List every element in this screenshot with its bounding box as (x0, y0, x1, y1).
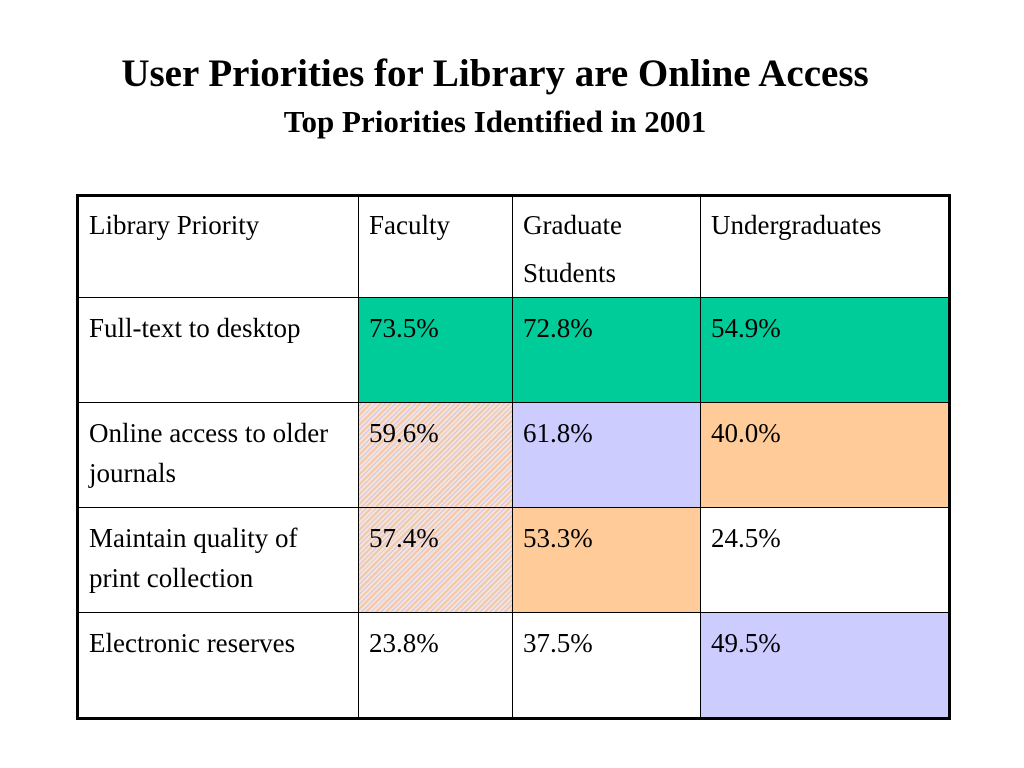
header-graduate-students: Graduate Students (513, 196, 701, 298)
priority-cell: Maintain quality of print collection (78, 508, 359, 613)
table-row (78, 298, 950, 403)
priority-cell: Full-text to desktop (78, 298, 359, 403)
undergraduate-cell: 24.5% (701, 508, 950, 613)
faculty-cell: 73.5% (359, 298, 513, 403)
graduate-cell: 53.3% (513, 508, 701, 613)
table-row (78, 403, 950, 508)
undergraduate-cell: 49.5% (701, 613, 950, 719)
priorities-table (76, 194, 951, 720)
graduate-cell: 72.8% (513, 298, 701, 403)
header-faculty: Faculty (359, 196, 513, 298)
graduate-cell: 37.5% (513, 613, 701, 719)
slide-title: User Priorities for Library are Online Access (121, 52, 869, 95)
table-row (78, 613, 950, 719)
undergraduate-cell: 40.0% (701, 403, 950, 508)
slide-subtitle: Top Priorities Identified in 2001 (283, 104, 707, 139)
faculty-cell: 23.8% (359, 613, 513, 719)
priority-cell: Electronic reserves (78, 613, 359, 719)
table-row (78, 508, 950, 613)
faculty-cell: 57.4% (359, 508, 513, 613)
table-header-row (78, 196, 950, 298)
graduate-cell: 61.8% (513, 403, 701, 508)
header-undergraduates: Undergraduates (701, 196, 950, 298)
header-library-priority: Library Priority (78, 196, 359, 298)
undergraduate-cell: 54.9% (701, 298, 950, 403)
faculty-cell: 59.6% (359, 403, 513, 508)
priority-cell: Online access to older journals (78, 403, 359, 508)
